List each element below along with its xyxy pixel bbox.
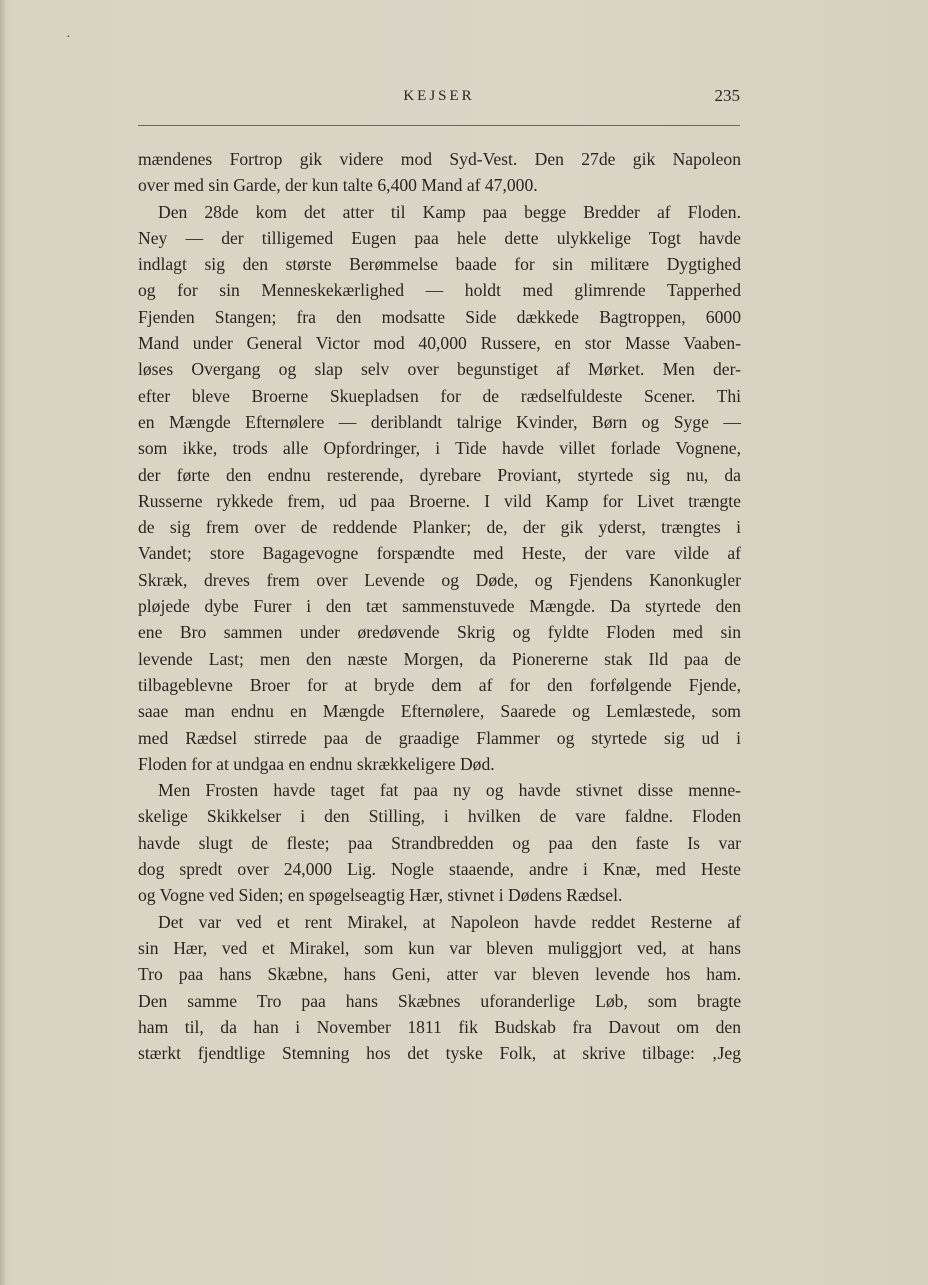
text-line: ham til, da han i November 1811 fik Budskab fra Davout om den [138, 1016, 741, 1037]
text-line: Floden for at undgaa en endnu skrækkeligere Død. [138, 753, 495, 774]
text-line: dog spredt over 24,000 Lig. Nogle staaende, andre i Knæ, med Heste [138, 859, 741, 880]
page-number: 235 [714, 86, 740, 105]
text-line: Tro paa hans Skæbne, hans Geni, atter var bleven levende hos ham. [138, 964, 741, 985]
text-line: stærkt fjendtlige Stemning hos det tyske Folk, at skrive tilbage: ‚Jeg [138, 1043, 741, 1064]
text-line: tilbageblevne Broer for at bryde dem af for den forfølgende Fjende, [138, 674, 741, 695]
text-line: Ney — der tilligemed Eugen paa hele dette ulykkelige Togt havde [138, 227, 741, 248]
text-line: løses Overgang og slap selv over begunstiget af Mørket. Men der- [138, 359, 741, 380]
header-rule [138, 125, 740, 126]
text-line: saae man endnu en Mængde Efternølere, Saarede og Lemlæstede, som [138, 701, 741, 722]
text-line: som ikke, trods alle Opfordringer, i Tide havde villet forlade Vognene, [138, 438, 741, 459]
page-header [138, 86, 740, 110]
text-line: efter bleve Broerne Skuepladsen for de rædselfuldeste Scener. Thi [138, 385, 741, 406]
text-line: Den 28de kom det atter til Kamp paa begge Bredder af Floden. [158, 201, 741, 222]
text-line: mændenes Fortrop gik videre mod Syd-Vest. Den 27de gik Napoleon [138, 149, 741, 169]
text-line: pløjede dybe Furer i den tæt sammenstuvede Mængde. Da styrtede den [138, 596, 741, 617]
text-line: levende Last; men den næste Morgen, da Pionererne stak Ild paa de [138, 648, 741, 669]
text-line: ene Bro sammen under øredøvende Skrig og fyldte Floden med sin [138, 622, 741, 643]
text-line: skelige Skikkelser i den Stilling, i hvilken de vare faldne. Floden [138, 806, 741, 827]
ink-speck: · [66, 30, 71, 45]
text-line: og for sin Menneskekærlighed — holdt med glimrende Tapperhed [138, 280, 741, 301]
text-line: over med sin Garde, der kun talte 6,400 Mand af 47,000. [138, 175, 538, 196]
text-line: Det var ved et rent Mirakel, at Napoleon havde reddet Resterne af [158, 911, 741, 932]
text-line: med Rædsel stirrede paa de graadige Flammer og styrtede sig ud i [138, 727, 741, 748]
text-line: havde slugt de fleste; paa Strandbredden og paa den faste Is var [138, 832, 741, 853]
text-line: indlagt sig den største Berømmelse baade for sin militære Dygtighed [138, 254, 741, 275]
running-head: KEJSER [403, 88, 475, 104]
text-line: sin Hær, ved et Mirakel, som kun var bleven muliggjort ved, at hans [138, 937, 741, 958]
text-line: en Mængde Efternølere — deriblandt talrige Kvinder, Børn og Syge — [138, 411, 741, 432]
text-line: Men Frosten havde taget fat paa ny og havde stivnet disse menne- [158, 780, 741, 801]
text-line: der førte den endnu resterende, dyrebare Proviant, styrtede sig nu, da [138, 464, 741, 485]
text-line: Den samme Tro paa hans Skæbnes uforanderlige Løb, som bragte [138, 990, 741, 1011]
text-line: Mand under General Victor mod 40,000 Russere, en stor Masse Vaaben- [138, 333, 741, 354]
text-line: og Vogne ved Siden; en spøgelseagtig Hær, stivnet i Dødens Rædsel. [138, 885, 623, 906]
page-edge-shadow [0, 0, 6, 1285]
text-line: Vandet; store Bagagevogne forspændte med Heste, der vare vilde af [138, 543, 741, 564]
text-line: de sig frem over de reddende Planker; de, der gik yderst, trængtes i [138, 517, 741, 538]
text-line: Fjenden Stangen; fra den modsatte Side dækkede Bagtroppen, 6000 [138, 306, 741, 327]
text-line: Russerne rykkede frem, ud paa Broerne. I vild Kamp for Livet trængte [138, 490, 741, 511]
text-line: Skræk, dreves frem over Levende og Døde, og Fjendens Kanonkugler [138, 569, 741, 590]
body-text [138, 146, 741, 1066]
